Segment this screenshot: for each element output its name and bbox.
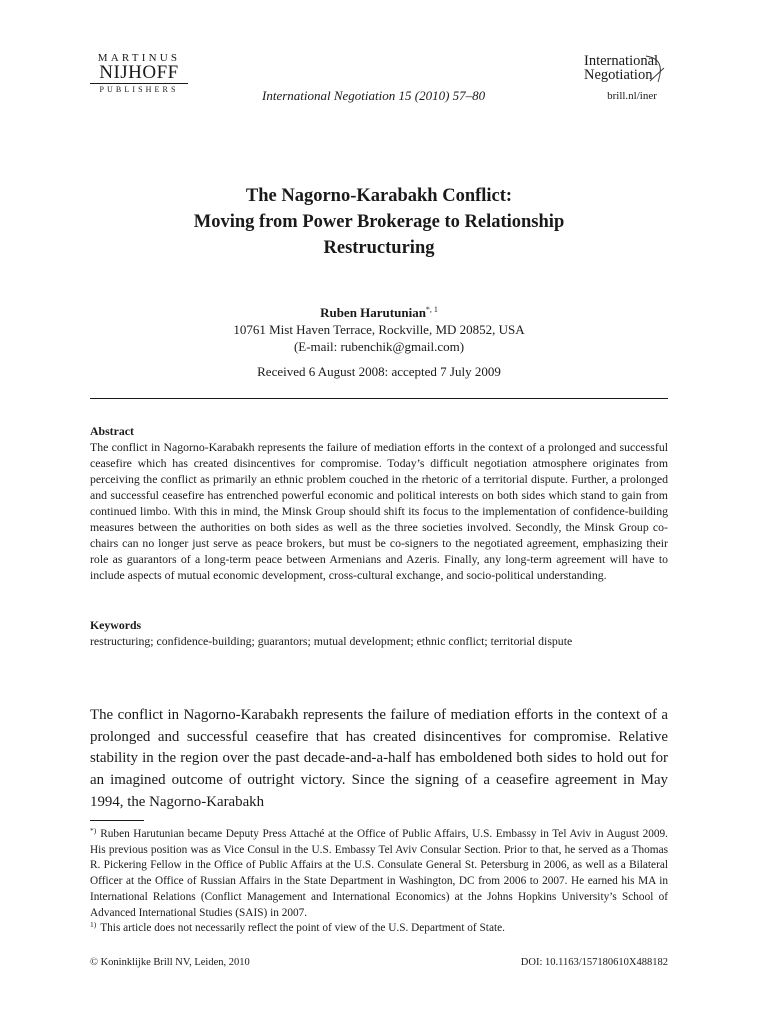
journal-logo [584, 54, 676, 102]
footnote-1 [90, 827, 668, 921]
author-footnote-marks: *, 1 [425, 305, 438, 314]
body-paragraph: The conflict in Nagorno-Karabakh represents the failure of mediation efforts in the context of a prolonged and successful ceasefire that has created disincentives for compromise. Relative stability in the region over the past decade-and-a-half has emboldened both sides to hold out for an imagined outcome of outright victory. Since the signing of a ceasefire agreement in May 1994, the Nagorno-Karabakh [90, 707, 668, 810]
author-block [90, 304, 668, 355]
abstract-section [90, 423, 668, 583]
keywords-heading: Keywords [90, 618, 142, 632]
publisher-logo-bottom: PUBLISHERS [99, 85, 179, 94]
keywords-text: restructuring; confidence-building; guarantors; mutual development; ethnic conflict; territorial dispute [90, 634, 573, 648]
footnote-1-mark: *) [90, 826, 97, 835]
title-line-1: The Nagorno-Karabakh Conflict: [245, 186, 513, 206]
received-dates: Received 6 August 2008: accepted 7 July 2009 [257, 364, 501, 379]
footnote-1-text: Ruben Harutunian became Deputy Press Attaché at the Office of Public Affairs, U.S. Embassy in Tel Aviv in August 2009. His previous position was as Vice Consul in the U.S. Embassy Tel Aviv Consular Section. Prior to that, he served as a Thomas R. Pickering Fellow in the Office of Public Affairs at the U.S. Consulate General St. Petersburg in 2006, as well as a Bilateral Officer at the Office of Russian Affairs in the State Department in Washington, DC from 2006 to 2007. He earned his MA in International Relations (Conflict Management and International Economics) at the Johns Hopkins University’s School of Advanced International Studies (SAIS) in 2007. [90, 828, 668, 919]
footnote-divider [90, 820, 144, 821]
journal-logo-line1: International [584, 53, 659, 69]
keywords-section [90, 617, 668, 649]
footnote-2 [90, 921, 668, 937]
footnotes [90, 827, 668, 937]
journal-logo-swoosh-icon [644, 54, 670, 84]
journal-logo-line2: Negotiation [584, 67, 653, 83]
doi-link[interactable]: DOI: 10.1163/157180610X488182 [520, 957, 668, 968]
journal-citation: International Negotiation 15 (2010) 57–80 [262, 88, 486, 103]
footnote-2-mark: 1) [90, 920, 97, 930]
footnote-2-text: This article does not necessarily reflect the point of view of the U.S. Department of State. [100, 922, 505, 935]
title-divider [90, 398, 668, 399]
title-line-3: Restructuring [323, 238, 435, 258]
publisher-logo-name: NIJHOFF [90, 64, 188, 84]
abstract-heading: Abstract [90, 424, 134, 438]
article-title [90, 183, 668, 261]
journal-url: brill.nl/iner [607, 90, 657, 102]
title-line-2: Moving from Power Brokerage to Relationship [193, 212, 565, 232]
author-address: 10761 Mist Haven Terrace, Rockville, MD 20852, USA [233, 322, 525, 337]
publisher-logo [90, 52, 188, 95]
author-email: (E-mail: rubenchik@gmail.com) [293, 339, 465, 354]
publisher-logo-top: MARTINUS [97, 52, 181, 64]
copyright-notice: © Koninklijke Brill NV, Leiden, 2010 [90, 957, 250, 968]
abstract-text: The conflict in Nagorno-Karabakh represents the failure of mediation efforts in the context of a prolonged and successful ceasefire which has created disincentives for compromise. Today’s difficult negotiation atmosphere originates from perceiving the conflict as primarily an ethnic problem couched in the rhetoric of a territorial dispute. Further, a prolonged and successful ceasefire has entrenched powerful economic and political interests on both sides which stand to gain from continued limbo. With this in mind, the Minsk Group should shift its focus to the implementation of confidence-building measures between the authorities on both sides as well as the three societies involved. Secondly, the Minsk Group co-chairs can no longer just serve as peace brokers, but must be co-signers to the negotiated agreement, emphasizing their role as guarantors of a long-term peace between Armenians and Azeris. Finally, any long-term agreement will have to include aspects of mutual economic development, cross-cultural exchange, and socio-political understanding. [90, 440, 668, 582]
author-name: Ruben Harutunian [320, 305, 426, 320]
